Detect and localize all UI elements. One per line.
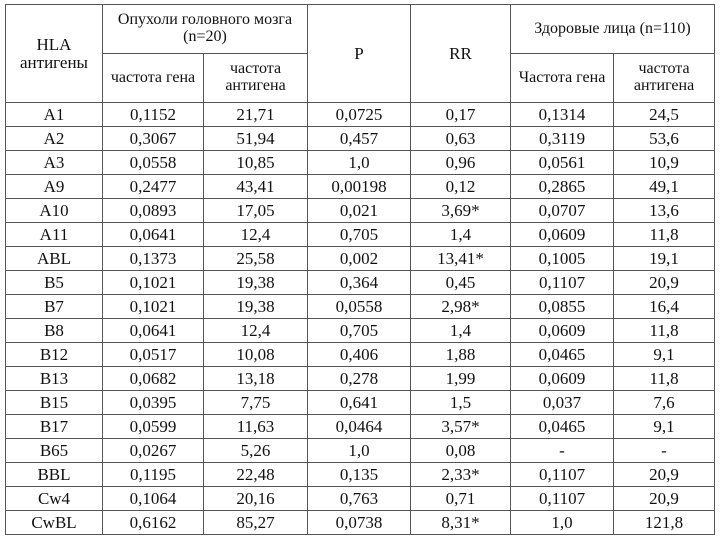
healthy-antigen-frequency-cell: 11,8 [614,319,715,343]
tumor-antigen-frequency-cell: 10,08 [204,343,308,367]
healthy-antigen-frequency-cell: 11,8 [614,367,715,391]
p-value-cell: 0,0725 [308,103,411,127]
relative-risk-cell: 1,99 [411,367,511,391]
tumor-gene-frequency-cell: 0,0395 [103,391,204,415]
healthy-antigen-frequency-cell: 9,1 [614,343,715,367]
healthy-antigen-frequency-cell: 20,9 [614,271,715,295]
tumor-antigen-frequency-cell: 7,75 [204,391,308,415]
table-row [6,343,715,367]
p-value-cell: 0,00198 [308,175,411,199]
antigen-cell: A9 [6,175,103,199]
healthy-antigen-frequency-cell: 20,9 [614,463,715,487]
header-healthy-antigen-frequency: частота антигена [614,54,715,103]
table-row [6,463,715,487]
tumor-antigen-frequency-cell: 85,27 [204,511,308,535]
healthy-antigen-frequency-cell: 11,8 [614,223,715,247]
tumor-antigen-frequency-cell: 25,58 [204,247,308,271]
antigen-cell: CwBL [6,511,103,535]
healthy-antigen-frequency-cell: 19,1 [614,247,715,271]
table-row [6,295,715,319]
healthy-gene-frequency-cell: - [511,439,614,463]
header-brain-tumors: Опухоли головного мозга (n=20) [103,5,308,54]
tumor-gene-frequency-cell: 0,0893 [103,199,204,223]
table-row [6,247,715,271]
tumor-antigen-frequency-cell: 13,18 [204,367,308,391]
header-hla-antigens: HLA антигены [6,5,103,103]
relative-risk-cell: 0,63 [411,127,511,151]
p-value-cell: 0,364 [308,271,411,295]
table-row [6,439,715,463]
header-tumor-antigen-frequency: частота антигена [204,54,308,103]
table-body [6,103,715,535]
antigen-cell: B7 [6,295,103,319]
tumor-antigen-frequency-cell: 10,85 [204,151,308,175]
antigen-cell: BBL [6,463,103,487]
tumor-gene-frequency-cell: 0,0641 [103,223,204,247]
healthy-antigen-frequency-cell: 49,1 [614,175,715,199]
healthy-gene-frequency-cell: 0,0609 [511,223,614,247]
antigen-cell: A10 [6,199,103,223]
p-value-cell: 0,705 [308,319,411,343]
antigen-cell: B5 [6,271,103,295]
table-row [6,175,715,199]
tumor-gene-frequency-cell: 0,0682 [103,367,204,391]
relative-risk-cell: 0,08 [411,439,511,463]
tumor-gene-frequency-cell: 0,1021 [103,271,204,295]
tumor-gene-frequency-cell: 0,1373 [103,247,204,271]
p-value-cell: 0,763 [308,487,411,511]
table-row [6,487,715,511]
healthy-antigen-frequency-cell: 20,9 [614,487,715,511]
tumor-gene-frequency-cell: 0,1195 [103,463,204,487]
relative-risk-cell: 0,45 [411,271,511,295]
p-value-cell: 0,641 [308,391,411,415]
antigen-cell: B13 [6,367,103,391]
healthy-gene-frequency-cell: 0,0855 [511,295,614,319]
p-value-cell: 0,0558 [308,295,411,319]
antigen-cell: ABL [6,247,103,271]
healthy-gene-frequency-cell: 0,1107 [511,271,614,295]
hla-frequency-table [5,4,715,535]
tumor-antigen-frequency-cell: 17,05 [204,199,308,223]
relative-risk-cell: 2,98* [411,295,511,319]
p-value-cell: 0,278 [308,367,411,391]
table-row [6,151,715,175]
tumor-antigen-frequency-cell: 20,16 [204,487,308,511]
header-healthy-gene-frequency: Частота гена [511,54,614,103]
antigen-cell: Cw4 [6,487,103,511]
tumor-antigen-frequency-cell: 21,71 [204,103,308,127]
antigen-cell: A3 [6,151,103,175]
tumor-gene-frequency-cell: 0,2477 [103,175,204,199]
tumor-gene-frequency-cell: 0,6162 [103,511,204,535]
antigen-cell: B12 [6,343,103,367]
relative-risk-cell: 1,5 [411,391,511,415]
healthy-gene-frequency-cell: 1,0 [511,511,614,535]
relative-risk-cell: 3,69* [411,199,511,223]
tumor-gene-frequency-cell: 0,1021 [103,295,204,319]
healthy-gene-frequency-cell: 0,1314 [511,103,614,127]
healthy-gene-frequency-cell: 0,0561 [511,151,614,175]
table-row [6,103,715,127]
header-relative-risk: RR [411,5,511,103]
header-p-value: P [308,5,411,103]
healthy-antigen-frequency-cell: 7,6 [614,391,715,415]
table-row [6,271,715,295]
p-value-cell: 0,705 [308,223,411,247]
tumor-antigen-frequency-cell: 11,63 [204,415,308,439]
relative-risk-cell: 0,71 [411,487,511,511]
p-value-cell: 1,0 [308,439,411,463]
table-row [6,391,715,415]
relative-risk-cell: 1,4 [411,223,511,247]
healthy-antigen-frequency-cell: 121,8 [614,511,715,535]
healthy-gene-frequency-cell: 0,1005 [511,247,614,271]
tumor-antigen-frequency-cell: 12,4 [204,319,308,343]
table-row [6,511,715,535]
healthy-gene-frequency-cell: 0,1107 [511,463,614,487]
table-row [6,367,715,391]
healthy-gene-frequency-cell: 0,0465 [511,343,614,367]
healthy-antigen-frequency-cell: 24,5 [614,103,715,127]
tumor-gene-frequency-cell: 0,0641 [103,319,204,343]
healthy-antigen-frequency-cell: 16,4 [614,295,715,319]
healthy-gene-frequency-cell: 0,037 [511,391,614,415]
tumor-gene-frequency-cell: 0,0558 [103,151,204,175]
relative-risk-cell: 0,17 [411,103,511,127]
tumor-gene-frequency-cell: 0,0599 [103,415,204,439]
tumor-antigen-frequency-cell: 43,41 [204,175,308,199]
healthy-gene-frequency-cell: 0,0465 [511,415,614,439]
tumor-antigen-frequency-cell: 5,26 [204,439,308,463]
healthy-antigen-frequency-cell: 53,6 [614,127,715,151]
healthy-gene-frequency-cell: 0,2865 [511,175,614,199]
tumor-gene-frequency-cell: 0,0517 [103,343,204,367]
tumor-antigen-frequency-cell: 12,4 [204,223,308,247]
relative-risk-cell: 1,4 [411,319,511,343]
tumor-antigen-frequency-cell: 19,38 [204,295,308,319]
table-row [6,223,715,247]
p-value-cell: 0,406 [308,343,411,367]
healthy-gene-frequency-cell: 0,1107 [511,487,614,511]
antigen-cell: A1 [6,103,103,127]
healthy-antigen-frequency-cell: - [614,439,715,463]
header-tumor-gene-frequency: частота гена [103,54,204,103]
p-value-cell: 0,135 [308,463,411,487]
tumor-gene-frequency-cell: 0,3067 [103,127,204,151]
table-row [6,127,715,151]
tumor-antigen-frequency-cell: 22,48 [204,463,308,487]
healthy-antigen-frequency-cell: 10,9 [614,151,715,175]
tumor-antigen-frequency-cell: 51,94 [204,127,308,151]
healthy-gene-frequency-cell: 0,3119 [511,127,614,151]
antigen-cell: A2 [6,127,103,151]
tumor-antigen-frequency-cell: 19,38 [204,271,308,295]
header-healthy-persons: Здоровые лица (n=110) [511,5,715,54]
relative-risk-cell: 1,88 [411,343,511,367]
antigen-cell: B65 [6,439,103,463]
table-row [6,415,715,439]
healthy-gene-frequency-cell: 0,0609 [511,367,614,391]
p-value-cell: 0,0464 [308,415,411,439]
table-row [6,319,715,343]
tumor-gene-frequency-cell: 0,1064 [103,487,204,511]
relative-risk-cell: 3,57* [411,415,511,439]
table-row [6,199,715,223]
antigen-cell: B8 [6,319,103,343]
tumor-gene-frequency-cell: 0,1152 [103,103,204,127]
p-value-cell: 0,457 [308,127,411,151]
tumor-gene-frequency-cell: 0,0267 [103,439,204,463]
healthy-antigen-frequency-cell: 13,6 [614,199,715,223]
relative-risk-cell: 2,33* [411,463,511,487]
p-value-cell: 0,002 [308,247,411,271]
relative-risk-cell: 8,31* [411,511,511,535]
relative-risk-cell: 0,12 [411,175,511,199]
p-value-cell: 0,0738 [308,511,411,535]
antigen-cell: B17 [6,415,103,439]
antigen-cell: A11 [6,223,103,247]
relative-risk-cell: 13,41* [411,247,511,271]
relative-risk-cell: 0,96 [411,151,511,175]
antigen-cell: B15 [6,391,103,415]
p-value-cell: 1,0 [308,151,411,175]
healthy-gene-frequency-cell: 0,0707 [511,199,614,223]
healthy-gene-frequency-cell: 0,0609 [511,319,614,343]
healthy-antigen-frequency-cell: 9,1 [614,415,715,439]
p-value-cell: 0,021 [308,199,411,223]
